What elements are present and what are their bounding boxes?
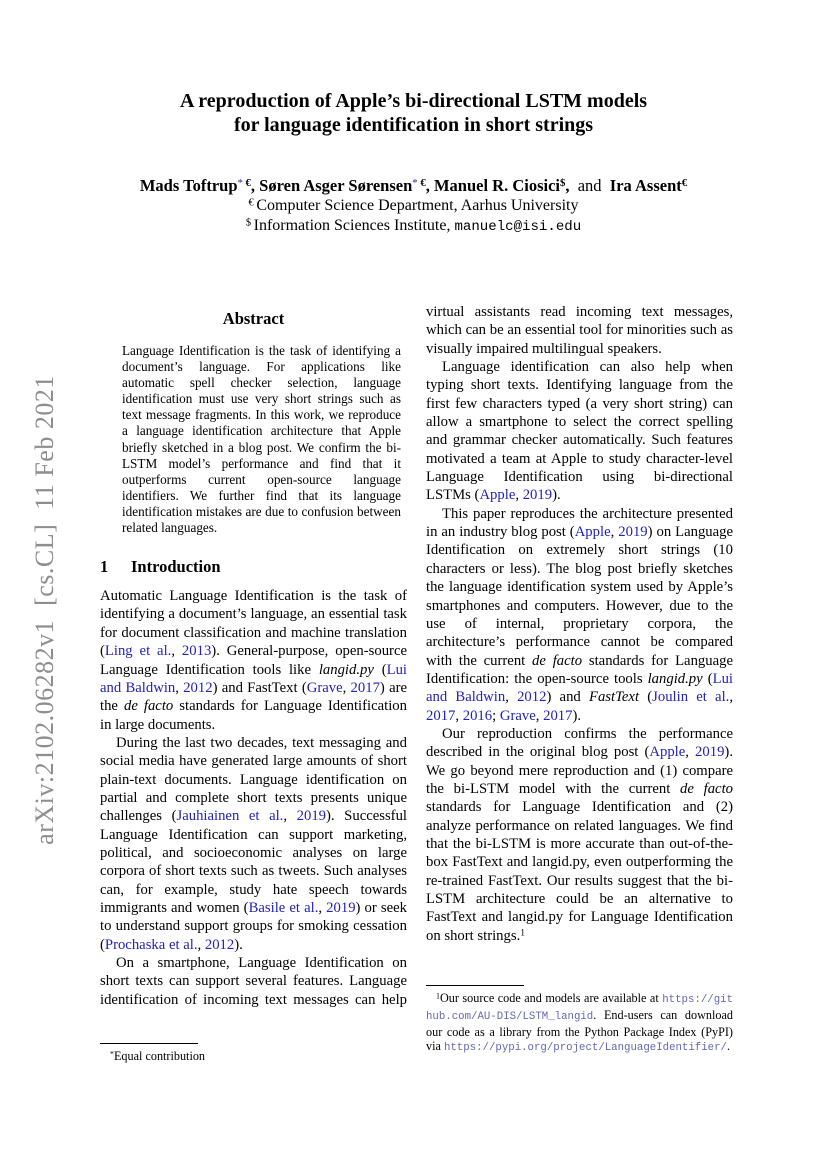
text-segment: , bbox=[729, 689, 734, 706]
citation-link[interactable]: 2019 bbox=[326, 899, 356, 916]
text-segment: , bbox=[565, 176, 570, 195]
text-segment: * bbox=[110, 1049, 114, 1059]
text-segment: , bbox=[197, 936, 205, 953]
text-segment: , bbox=[455, 707, 463, 724]
left-column-paragraphs bbox=[100, 587, 407, 1009]
text-segment: , bbox=[171, 643, 182, 660]
text-segment: de facto bbox=[123, 698, 174, 715]
paragraph bbox=[100, 734, 407, 954]
text-segment: manuelc@isi.edu bbox=[454, 219, 582, 235]
text-segment: ). Successful Language Identification can support marketing, political, and socioeconomic analyses on large corpora of short texts such as tweets. Such analyses can, for example, study hate speech towards immigrants and women ( bbox=[100, 808, 407, 916]
abstract-text: Language Identification is the task of identifying a document’s language. For applications like automatic spell checker selection, language identification must use very short strings such as text message fragments. In this work, we reproduce a language identification architecture that Apple briefly sketched in a blog post. We confirm the bi-LSTM model’s performance and find that it outperforms current open-source language identifiers. We further find that its language identification mistakes are due to confusion between related languages. bbox=[122, 343, 401, 536]
text-segment: During the last two decades, text messaging and social media have generated large amounts of short plain-text documents. Language identification on partial and complete short texts presents unique challenges ( bbox=[100, 734, 407, 825]
paragraph bbox=[426, 505, 733, 725]
text-segment: virtual assistants read incoming text messages, which can be an essential tool for minorities such as visually impaired multilingual speakers. bbox=[426, 304, 733, 357]
citation-link[interactable]: Lui and Baldwin bbox=[426, 670, 733, 706]
text-segment: . End-users can download our code as a library from the Python Package Index (PyPI) via bbox=[426, 1007, 733, 1054]
text-segment: , bbox=[535, 707, 544, 724]
byline bbox=[0, 175, 827, 237]
text-segment: This paper reproduces the architecture presented in an industry blog post ( bbox=[426, 505, 733, 541]
section-number: 1 bbox=[100, 557, 109, 577]
text-segment: Equal contribution bbox=[113, 1049, 206, 1063]
text-segment: Computer Science Department, Aarhus University bbox=[256, 197, 579, 214]
text-segment: Mads Toftrup bbox=[139, 176, 238, 195]
text-segment: ; bbox=[492, 707, 500, 724]
text-segment: 1 bbox=[520, 927, 526, 939]
citation-link[interactable]: Grave bbox=[306, 679, 343, 696]
footnote-right-text bbox=[426, 991, 733, 1056]
citation-link[interactable]: Prochaska et al. bbox=[104, 936, 198, 953]
text-segment: ). We go beyond mere reproduction and (1) compare the bi-LSTM model with the current bbox=[426, 744, 733, 797]
text-segment: standards for Language Identification and (2) analyze performance on related languages. We find that the bi-LSTM is more accurate than out-of-the-box FastText and langid.py, even outperforming the re-trained FastText. Our results suggest that the bi-LSTM architecture could be an alternative to FastText and langid.py for Language Identification on short strings. bbox=[426, 799, 733, 944]
left-column bbox=[100, 303, 407, 1113]
text-segment: ( bbox=[373, 661, 387, 678]
citation-link[interactable]: 2017 bbox=[426, 707, 456, 724]
citation-link[interactable]: Joulin et al. bbox=[652, 689, 730, 706]
text-segment: Our source code and models are available at bbox=[439, 991, 663, 1005]
text-segment: standards for Language Identification: the open-source tools bbox=[426, 652, 733, 687]
citation-link[interactable]: 2019 bbox=[695, 744, 725, 761]
paragraph bbox=[426, 725, 733, 945]
text-segment: ( bbox=[639, 689, 653, 706]
citation-link[interactable]: * bbox=[237, 177, 243, 190]
text-segment: € bbox=[242, 177, 251, 190]
text-segment: Ira Assent bbox=[609, 176, 682, 195]
text-segment: , bbox=[283, 808, 297, 825]
text-segment: ) and bbox=[546, 689, 589, 706]
footnote-left-text bbox=[100, 1049, 407, 1064]
text-segment: On a smartphone, Language Identification on short texts can support several features. Language identification of incoming text messages can help bbox=[100, 955, 407, 1008]
text-segment: Our reproduction confirms the performance described in the original blog post ( bbox=[426, 725, 733, 761]
text-segment: . bbox=[726, 1039, 731, 1054]
text-segment: Information Sciences Institute, bbox=[253, 217, 455, 234]
citation-link[interactable]: 2013 bbox=[181, 643, 212, 660]
text-segment: ). bbox=[234, 936, 243, 953]
text-segment: and bbox=[569, 176, 610, 195]
citation-link[interactable]: 2019 bbox=[618, 524, 648, 541]
paragraph bbox=[426, 358, 733, 505]
text-segment: , bbox=[250, 176, 260, 195]
text-segment: , bbox=[685, 744, 696, 761]
footnote-right bbox=[426, 985, 733, 1056]
abstract-heading: Abstract bbox=[222, 309, 285, 328]
text-segment: € bbox=[681, 177, 688, 190]
paragraph bbox=[100, 587, 407, 734]
text-segment: ( bbox=[702, 670, 713, 687]
citation-link[interactable]: Jauhiainen et al. bbox=[176, 808, 284, 825]
text-segment: ) and FastText ( bbox=[212, 679, 307, 696]
text-segment: langid.py bbox=[647, 670, 703, 687]
text-segment: , bbox=[318, 899, 327, 916]
citation-link[interactable]: Basile et al. bbox=[248, 899, 319, 916]
text-segment: FastText bbox=[588, 689, 640, 706]
arxiv-watermark: arXiv:2102.06282v1 [cs.CL] 11 Feb 2021 bbox=[30, 375, 59, 845]
citation-link[interactable]: Lui and Baldwin bbox=[100, 661, 407, 696]
title-line-2: for language identification in short strings bbox=[233, 113, 594, 136]
citation-link[interactable]: 2012 bbox=[183, 679, 213, 696]
authors-line bbox=[0, 175, 827, 196]
citation-link[interactable]: Ling et al. bbox=[104, 643, 172, 660]
paper-title bbox=[0, 90, 827, 137]
citation-link[interactable]: 2012 bbox=[204, 936, 235, 953]
text-segment: Manuel R. Ciosici bbox=[433, 176, 560, 195]
text-segment: ) or seek to understand support groups for smoking cessation ( bbox=[100, 899, 407, 953]
text-segment: ). bbox=[552, 487, 561, 504]
text-segment: ). General-purpose, open-source Language Identification tools like bbox=[100, 643, 407, 678]
right-column-paragraphs bbox=[426, 303, 733, 945]
text-segment: , bbox=[175, 679, 184, 696]
right-column bbox=[426, 303, 733, 1113]
citation-link[interactable]: Grave bbox=[499, 707, 536, 724]
text-segment: Language identification can also help when typing short texts. Identifying language from the first few characters typed (a very short string) can allow a smartphone to select the correct spelling and grammar checker automatically. Such features motivated a team at Apple to study character-level Language Identification using bi-directional LSTMs ( bbox=[426, 359, 733, 504]
footnote-rule bbox=[426, 985, 524, 986]
citation-link[interactable]: 2016 bbox=[462, 707, 493, 724]
citation-link[interactable]: * bbox=[412, 177, 418, 190]
text-segment: 1 bbox=[436, 991, 440, 1001]
url-link[interactable]: https://pypi.org/project/LanguageIdentifier/ bbox=[443, 1042, 727, 1055]
paragraph bbox=[426, 303, 733, 358]
section-heading-introduction bbox=[100, 557, 407, 577]
citation-link[interactable]: Apple bbox=[649, 744, 686, 761]
text-segment: € bbox=[248, 197, 257, 209]
text-segment: langid.py bbox=[318, 661, 374, 678]
paragraph bbox=[100, 954, 407, 1009]
text-segment: , bbox=[515, 487, 523, 504]
citation-link[interactable]: Apple bbox=[479, 487, 516, 504]
text-segment: , bbox=[505, 689, 518, 706]
two-column-body bbox=[100, 303, 733, 1113]
url-link[interactable]: https://github.com/AU-DIS/LSTM_langid bbox=[426, 994, 733, 1023]
text-segment: , bbox=[342, 679, 351, 696]
affiliation-line-1 bbox=[0, 196, 827, 216]
citation-link[interactable]: 2019 bbox=[522, 487, 553, 504]
footnote-left bbox=[100, 1043, 407, 1064]
text-segment: $ bbox=[559, 177, 566, 190]
citation-link[interactable]: Apple bbox=[574, 524, 611, 541]
citation-link[interactable]: 2012 bbox=[517, 689, 547, 706]
text-segment: ). bbox=[572, 707, 582, 724]
citation-link[interactable]: 2017 bbox=[543, 707, 573, 724]
text-segment: , bbox=[610, 524, 619, 541]
footnote-rule bbox=[100, 1043, 198, 1044]
text-segment: de facto bbox=[532, 652, 583, 669]
text-segment: de facto bbox=[680, 780, 733, 797]
text-segment: Automatic Language Identification is the task of identifying a document’s language, an essential task for document classification and machine translation ( bbox=[100, 588, 407, 660]
text-segment: $ bbox=[245, 217, 254, 229]
citation-link[interactable]: 2019 bbox=[296, 808, 327, 825]
text-segment: standards for Language Identification in large documents. bbox=[100, 698, 407, 733]
text-segment: Søren Asger Sørensen bbox=[259, 176, 413, 195]
text-segment: , bbox=[425, 176, 434, 195]
text-segment: € bbox=[417, 177, 426, 190]
text-segment: ) are the bbox=[100, 679, 408, 715]
title-line-1: A reproduction of Apple’s bi-directional LSTM models bbox=[179, 90, 648, 112]
affiliation-line-2 bbox=[0, 216, 827, 237]
citation-link[interactable]: 2017 bbox=[350, 679, 380, 696]
section-title: Introduction bbox=[131, 557, 221, 577]
text-segment: ) on Language Identification on extremely short strings (10 characters or less). The blog post briefly sketches the language identification system used by Apple’s smartphones and computers. However, due to the use of internal, proprietary corpora, the architecture’s performance cannot be compared with the current bbox=[426, 524, 734, 669]
